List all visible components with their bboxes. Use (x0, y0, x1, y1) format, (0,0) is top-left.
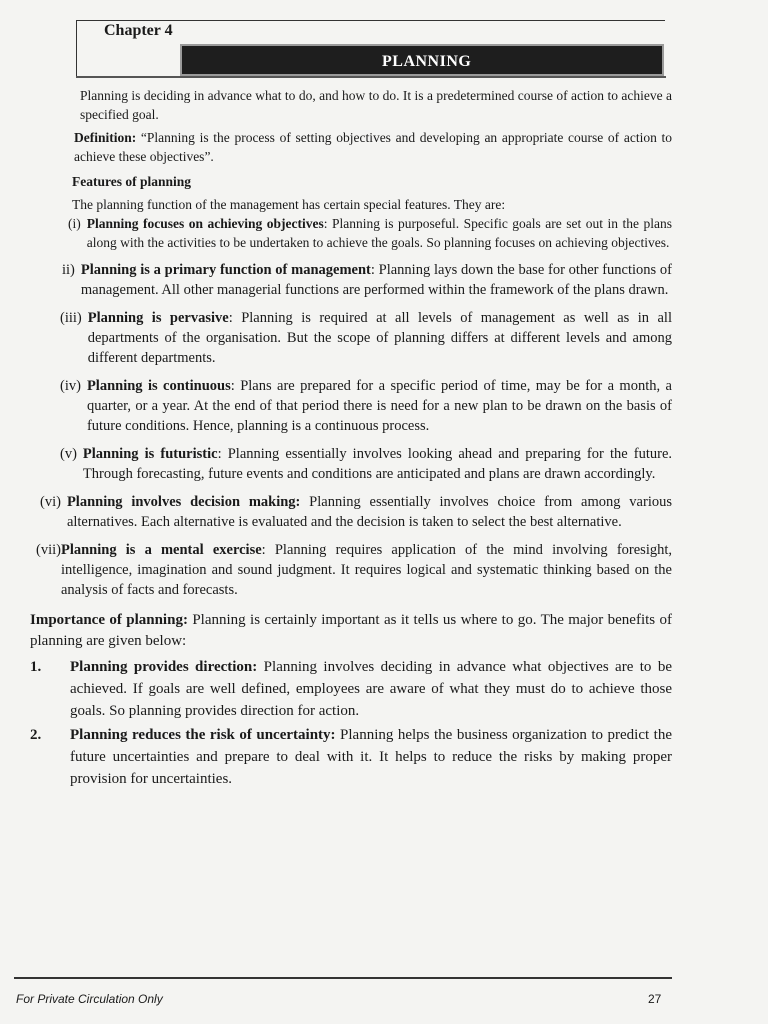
feature-title: Planning involves decision making: (66, 494, 301, 510)
importance-item (30, 656, 672, 722)
feature-text: : Planning is required at all levels of management as well as in all departments of the organisation. But the scope of planning differs at different levels and among different departments. (87, 310, 672, 366)
feature-title: Planning is a mental exercise (60, 542, 262, 558)
intro-paragraph: Planning is deciding in advance what to do, and how to do. It is a predetermined course of action to achieve a specified goal. (80, 88, 672, 122)
document-body (30, 86, 673, 792)
feature-item (36, 540, 672, 600)
definition-label: Definition: (74, 130, 137, 145)
chapter-label: Chapter 4 (104, 22, 173, 39)
definition-text: “Planning is the process of setting objectives and developing an appropriate course of action to achieve these objectives”. (74, 130, 672, 164)
definition-paragraph (60, 128, 672, 166)
feature-number: (v) (60, 446, 77, 462)
page-number: 27 (648, 992, 662, 1006)
footer-note: For Private Circulation Only (16, 992, 163, 1006)
feature-item (60, 308, 672, 368)
feature-text: Planning essentially involves choice from among various alternatives. Each alternative is evaluated and the decision is taken to select the best alternative. (66, 494, 672, 530)
feature-number: (vii) (36, 542, 61, 558)
title-underline (76, 76, 666, 78)
importance-item (30, 724, 672, 790)
feature-text: : Planning lays down the base for other functions of management. All other managerial functions are performed within the framework of the plans drawn. (80, 262, 673, 298)
page-title: PLANNING (382, 53, 472, 70)
feature-title: Planning is pervasive (87, 310, 229, 326)
feature-title: Planning is futuristic (82, 446, 218, 462)
feature-number: (vi) (40, 494, 61, 510)
importance-title: Planning reduces the risk of uncertainty: (70, 727, 336, 743)
feature-item (60, 376, 672, 436)
feature-text: : Planning is purposeful. Specific goals are set out in the plans along with the activities to be undertaken to achieve the goals. So planning focuses on achieving objectives. (86, 216, 672, 250)
importance-label: Importance of planning: (30, 612, 188, 628)
feature-item (60, 260, 672, 300)
importance-number: 2. (30, 727, 42, 743)
feature-title: Planning is continuous (86, 378, 231, 394)
importance-title: Planning provides direction: (70, 659, 258, 675)
feature-title: Planning focuses on achieving objectives (86, 216, 324, 231)
feature-item (60, 444, 672, 484)
feature-text: : Planning essentially involves looking ahead and preparing for the future. Through forecasting, future events and conditions are anticipated and plans are drawn accordingly. (82, 446, 673, 482)
importance-text: Planning involves deciding in advance what objectives are to be achieved. If goals are well defined, employees are aware of what they must do to achieve those goals. So planning provides direction for action. (70, 659, 672, 719)
feature-number: (i) (68, 216, 81, 231)
feature-text: : Planning requires application of the mind involving foresight, intelligence, imagination and sound judgment. It requires logical and systematic thinking based on the analysis of facts and forecasts. (60, 542, 673, 598)
feature-title: Planning is a primary function of management (80, 262, 371, 278)
footer-rule (14, 977, 672, 979)
importance-paragraph (30, 610, 672, 652)
features-lead: The planning function of the management has certain special features. They are: (72, 197, 506, 212)
importance-number: 1. (30, 659, 42, 675)
importance-text: Planning helps the business organization to predict the future uncertainties and prepare to deal with it. It helps to reduce the risks by making proper provision for uncertainties. (70, 727, 672, 787)
feature-number: (iii) (60, 310, 82, 326)
feature-item (40, 492, 672, 532)
importance-text: Planning is certainly important as it tells us where to go. The major benefits of planning are given below: (30, 612, 672, 649)
feature-number: (iv) (60, 378, 81, 394)
features-heading: Features of planning (72, 174, 192, 189)
feature-number: ii) (62, 262, 75, 278)
feature-text: : Plans are prepared for a specific period of time, may be for a month, a quarter, or a year. At the end of that period there is need for a new plan to be drawn on the basis of future conditions. Hence, planning is a continuous process. (86, 378, 672, 434)
feature-item (60, 214, 672, 252)
